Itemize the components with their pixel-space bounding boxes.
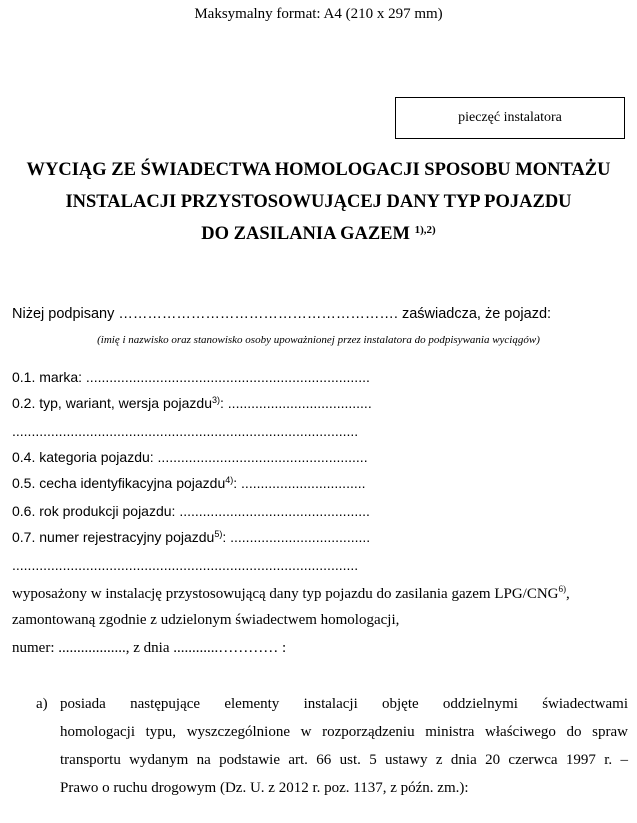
item-a-line-3: transportu wydanym na podstawie art. 66 ust. 5 ustawy z dnia 20 czerwca 1997 r. – [60,752,628,768]
title-line-3-text: DO ZASILANIA GAZEM [201,224,410,244]
field-blank-2: ......................................................................................... [12,557,359,573]
field-typ [12,395,372,411]
field-cecha-sup: 4) [225,475,234,485]
homologation-number-line: numer: .................., z dnia ............………… : [12,640,287,656]
signer-note: (imię i nazwisko oraz stanowisko osoby upoważnionej przez instalatora do podpisywania wyciągów) [97,334,540,346]
installer-stamp-box [395,97,625,139]
field-typ-label: 0.2. typ, wariant, wersja pojazdu [12,395,212,411]
field-typ-sup: 3) [212,395,221,405]
equipped-line [12,584,570,603]
field-blank-1: ......................................................................................... [12,423,359,439]
field-cecha [12,475,366,491]
signer-line: Niżej podpisany …………………………………………………. zaświadcza, że pojazd: [12,306,552,322]
field-cecha-label: 0.5. cecha identyfikacyjna pojazdu [12,475,226,491]
field-numer-label: 0.7. numer rejestracyjny pojazdu [12,529,215,545]
item-a-line-2: homologacji typu, wyszczególnione w rozporządzeniu ministra właściwego do spraw [60,724,628,740]
field-typ-dots: : ..................................... [220,395,372,411]
field-numer [12,529,370,545]
field-marka: 0.1. marka: ......................................................................... [12,369,370,385]
title-line-1: WYCIĄG ZE ŚWIADECTWA HOMOLOGACJI SPOSOBU MONTAŻU [26,160,611,180]
field-cecha-dots: : ................................ [233,475,366,491]
equipped-end: , [566,586,570,602]
equipped-sup: 6) [558,584,567,594]
format-note: Maksymalny format: A4 (210 x 297 mm) [194,6,443,22]
mounted-line: zamontowaną zgodnie z udzielonym świadectwem homologacji, [12,612,400,628]
field-numer-dots: : .................................... [222,529,371,545]
stamp-label: pieczęć instalatora [458,110,562,125]
field-kategoria: 0.4. kategoria pojazdu: ...................................................... [12,449,368,465]
item-a-marker: a) [36,696,48,712]
item-a-paragraph [60,690,628,802]
field-rok: 0.6. rok produkcji pojazdu: ................................................. [12,503,370,519]
item-a-line-4: Prawo o ruchu drogowym (Dz. U. z 2012 r. poz. 1137, z późn. zm.): [60,780,469,796]
equipped-text: wyposażony w instalację przystosowującą dany typ pojazdu do zasilania gazem LPG/CNG [12,586,559,602]
title-footnote: 1),2) [414,224,436,236]
title-line-3 [0,224,637,245]
title-line-2: INSTALACJI PRZYSTOSOWUJĄCEJ DANY TYP POJAZDU [65,192,572,212]
field-numer-sup: 5) [214,529,223,539]
item-a-line-1: posiada następujące elementy instalacji objęte oddzielnymi świadectwami [60,696,628,712]
